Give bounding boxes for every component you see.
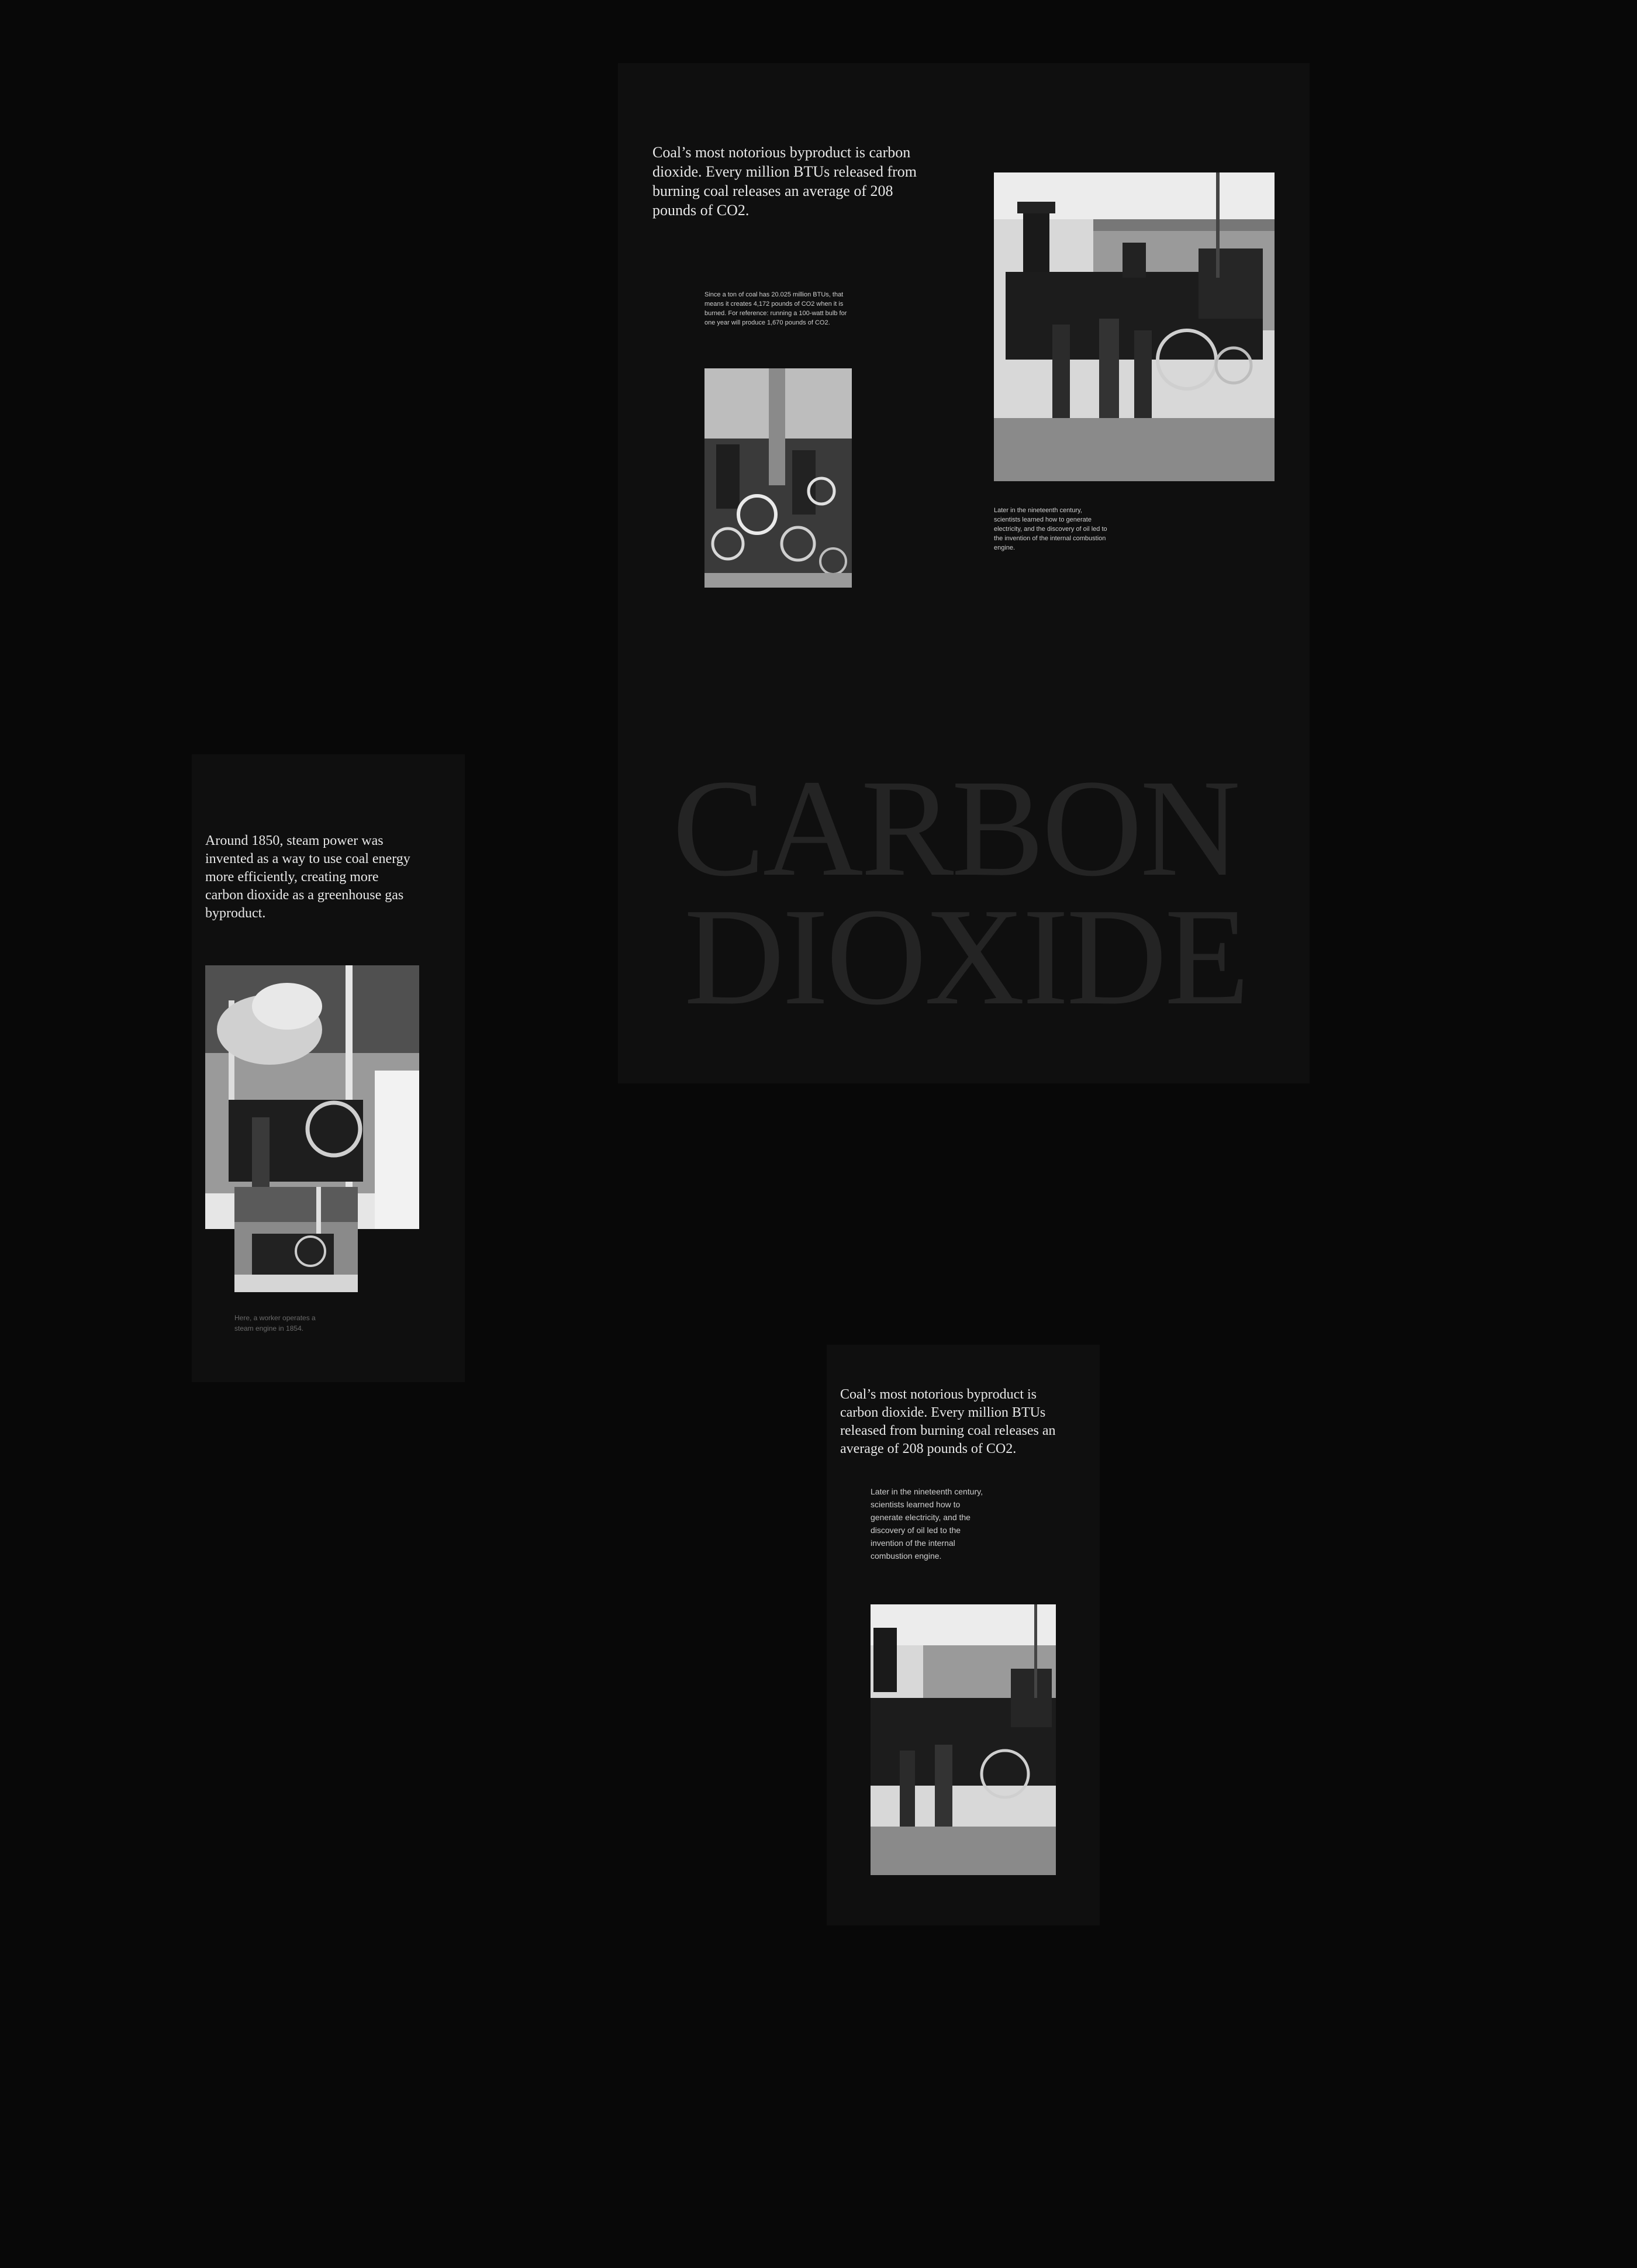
main-note: Since a ton of coal has 20.025 million BTUs, that means it creates 4,172 pounds of CO2 when it is burned. For reference: running a 100-watt bulb for one year will produce 1,670 pounds of CO2. (704, 291, 847, 326)
bottom-panel (827, 1345, 1100, 1925)
left-headline: Around 1850, steam power was invented as a way to use coal energy more efficiently, creating more carbon dioxide as a greenhouse gas byproduct. (205, 833, 410, 921)
main-headline: Coal’s most notorious byproduct is carbon dioxide. Every million BTUs released from burning coal releases an average of 208 pounds of CO2. (652, 144, 917, 219)
main-panel (618, 63, 1310, 1083)
main-caption: Later in the nineteenth century, scientists learned how to generate electricity, and the discovery of oil led to the invention of the internal combustion engine. (994, 507, 1107, 551)
left-caption: Here, a worker operates a steam engine in 1854. (234, 1314, 316, 1333)
steam-engine-small-photo (234, 1187, 358, 1292)
bottom-note: Later in the nineteenth century, scientists learned how to generate electricity, and the discovery of oil led to the invention of the internal combustion engine. (871, 1487, 983, 1561)
locomotive-photo (994, 172, 1275, 481)
bottom-locomotive-photo (871, 1604, 1056, 1875)
title-carbon: CARBON (672, 751, 1238, 905)
factory-wheels-photo (704, 368, 852, 588)
bottom-headline: Coal’s most notorious byproduct is carbon dioxide. Every million BTUs released from burning coal releases an average of 208 pounds of CO2. (840, 1387, 1056, 1456)
left-panel (192, 754, 465, 1382)
title-dioxide: DIOXIDE (684, 880, 1248, 1034)
